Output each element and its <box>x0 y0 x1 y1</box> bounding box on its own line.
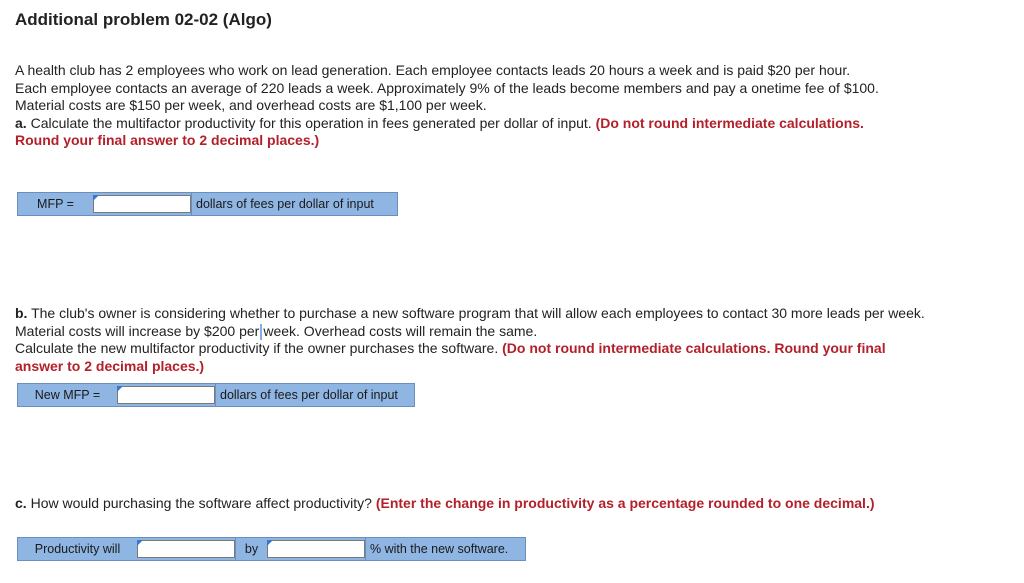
part-b-answer-row <box>17 383 415 407</box>
part-c-instruction: (Enter the change in productivity as a percentage rounded to one decimal.) <box>375 495 875 511</box>
percent-change-input[interactable] <box>268 541 364 557</box>
intro-line-1: A health club has 2 employees who work on lead generation. Each employee contacts leads 20 hours a week and is paid $20 per hour. <box>15 62 851 78</box>
percent-input-wrap <box>267 540 365 558</box>
part-c-letter: c. <box>15 495 27 511</box>
part-b-text-block <box>15 305 935 340</box>
required-flag-icon <box>267 540 273 546</box>
mfp-input-wrap <box>93 195 191 213</box>
part-b-letter: b. <box>15 305 28 321</box>
problem-intro <box>15 62 955 150</box>
required-flag-icon <box>117 386 123 392</box>
new-mfp-unit: dollars of fees per dollar of input <box>215 384 402 406</box>
part-a-text: Calculate the multifactor productivity for this operation in fees generated per dollar of input. <box>26 114 596 131</box>
part-c-text: How would purchasing the software affect productivity? <box>26 495 376 511</box>
part-b-line2-text: Calculate the new multifactor productivity if the owner purchases the software. <box>15 340 503 356</box>
productivity-direction-select[interactable] <box>138 541 234 557</box>
new-mfp-input-wrap <box>117 386 215 404</box>
required-flag-icon <box>137 540 143 546</box>
part-b-text-post: week. Overhead costs will remain the same. <box>263 322 538 339</box>
part-b-question <box>15 305 935 375</box>
part-c-question <box>15 495 895 513</box>
part-c-answer-row <box>17 537 526 561</box>
new-mfp-label: New MFP = <box>34 388 101 402</box>
intro-line-3: Material costs are $150 per week, and overhead costs are $1,100 per week. <box>15 97 487 113</box>
part-c-text-block <box>15 495 895 513</box>
productivity-direction-wrap <box>137 540 235 558</box>
new-mfp-input[interactable] <box>118 387 214 403</box>
part-b-instruction: (Do not round intermediate calculations. Round your final answer to 2 decimal places.) <box>15 340 886 374</box>
part-a-answer-row <box>17 192 398 216</box>
by-label: by <box>235 538 267 560</box>
part-b-line-2 <box>15 340 935 375</box>
mfp-unit: dollars of fees per dollar of input <box>191 193 378 215</box>
part-a-letter: a. <box>15 114 27 131</box>
mfp-input[interactable] <box>94 196 190 212</box>
productivity-will-label: Productivity will <box>34 542 121 556</box>
intro-line-2: Each employee contacts an average of 220 leads a week. Approximately 9% of the leads become members and pay a onetime fee of $100. <box>15 79 879 96</box>
part-a-instruction: (Do not round intermediate calculations. Round your final answer to 2 decimal places.) <box>15 114 864 148</box>
mfp-label: MFP = <box>37 197 74 211</box>
part-a-question <box>15 115 875 150</box>
page-title: Additional problem 02-02 (Algo) <box>15 10 272 29</box>
percent-unit: % with the new software. <box>365 538 512 560</box>
required-flag-icon <box>93 195 99 201</box>
part-b-text-pre: The club's owner is considering whether to purchase a new software program that will allow each employees to contact 30 more leads per week. Material costs will increase by $200 per <box>15 305 925 339</box>
